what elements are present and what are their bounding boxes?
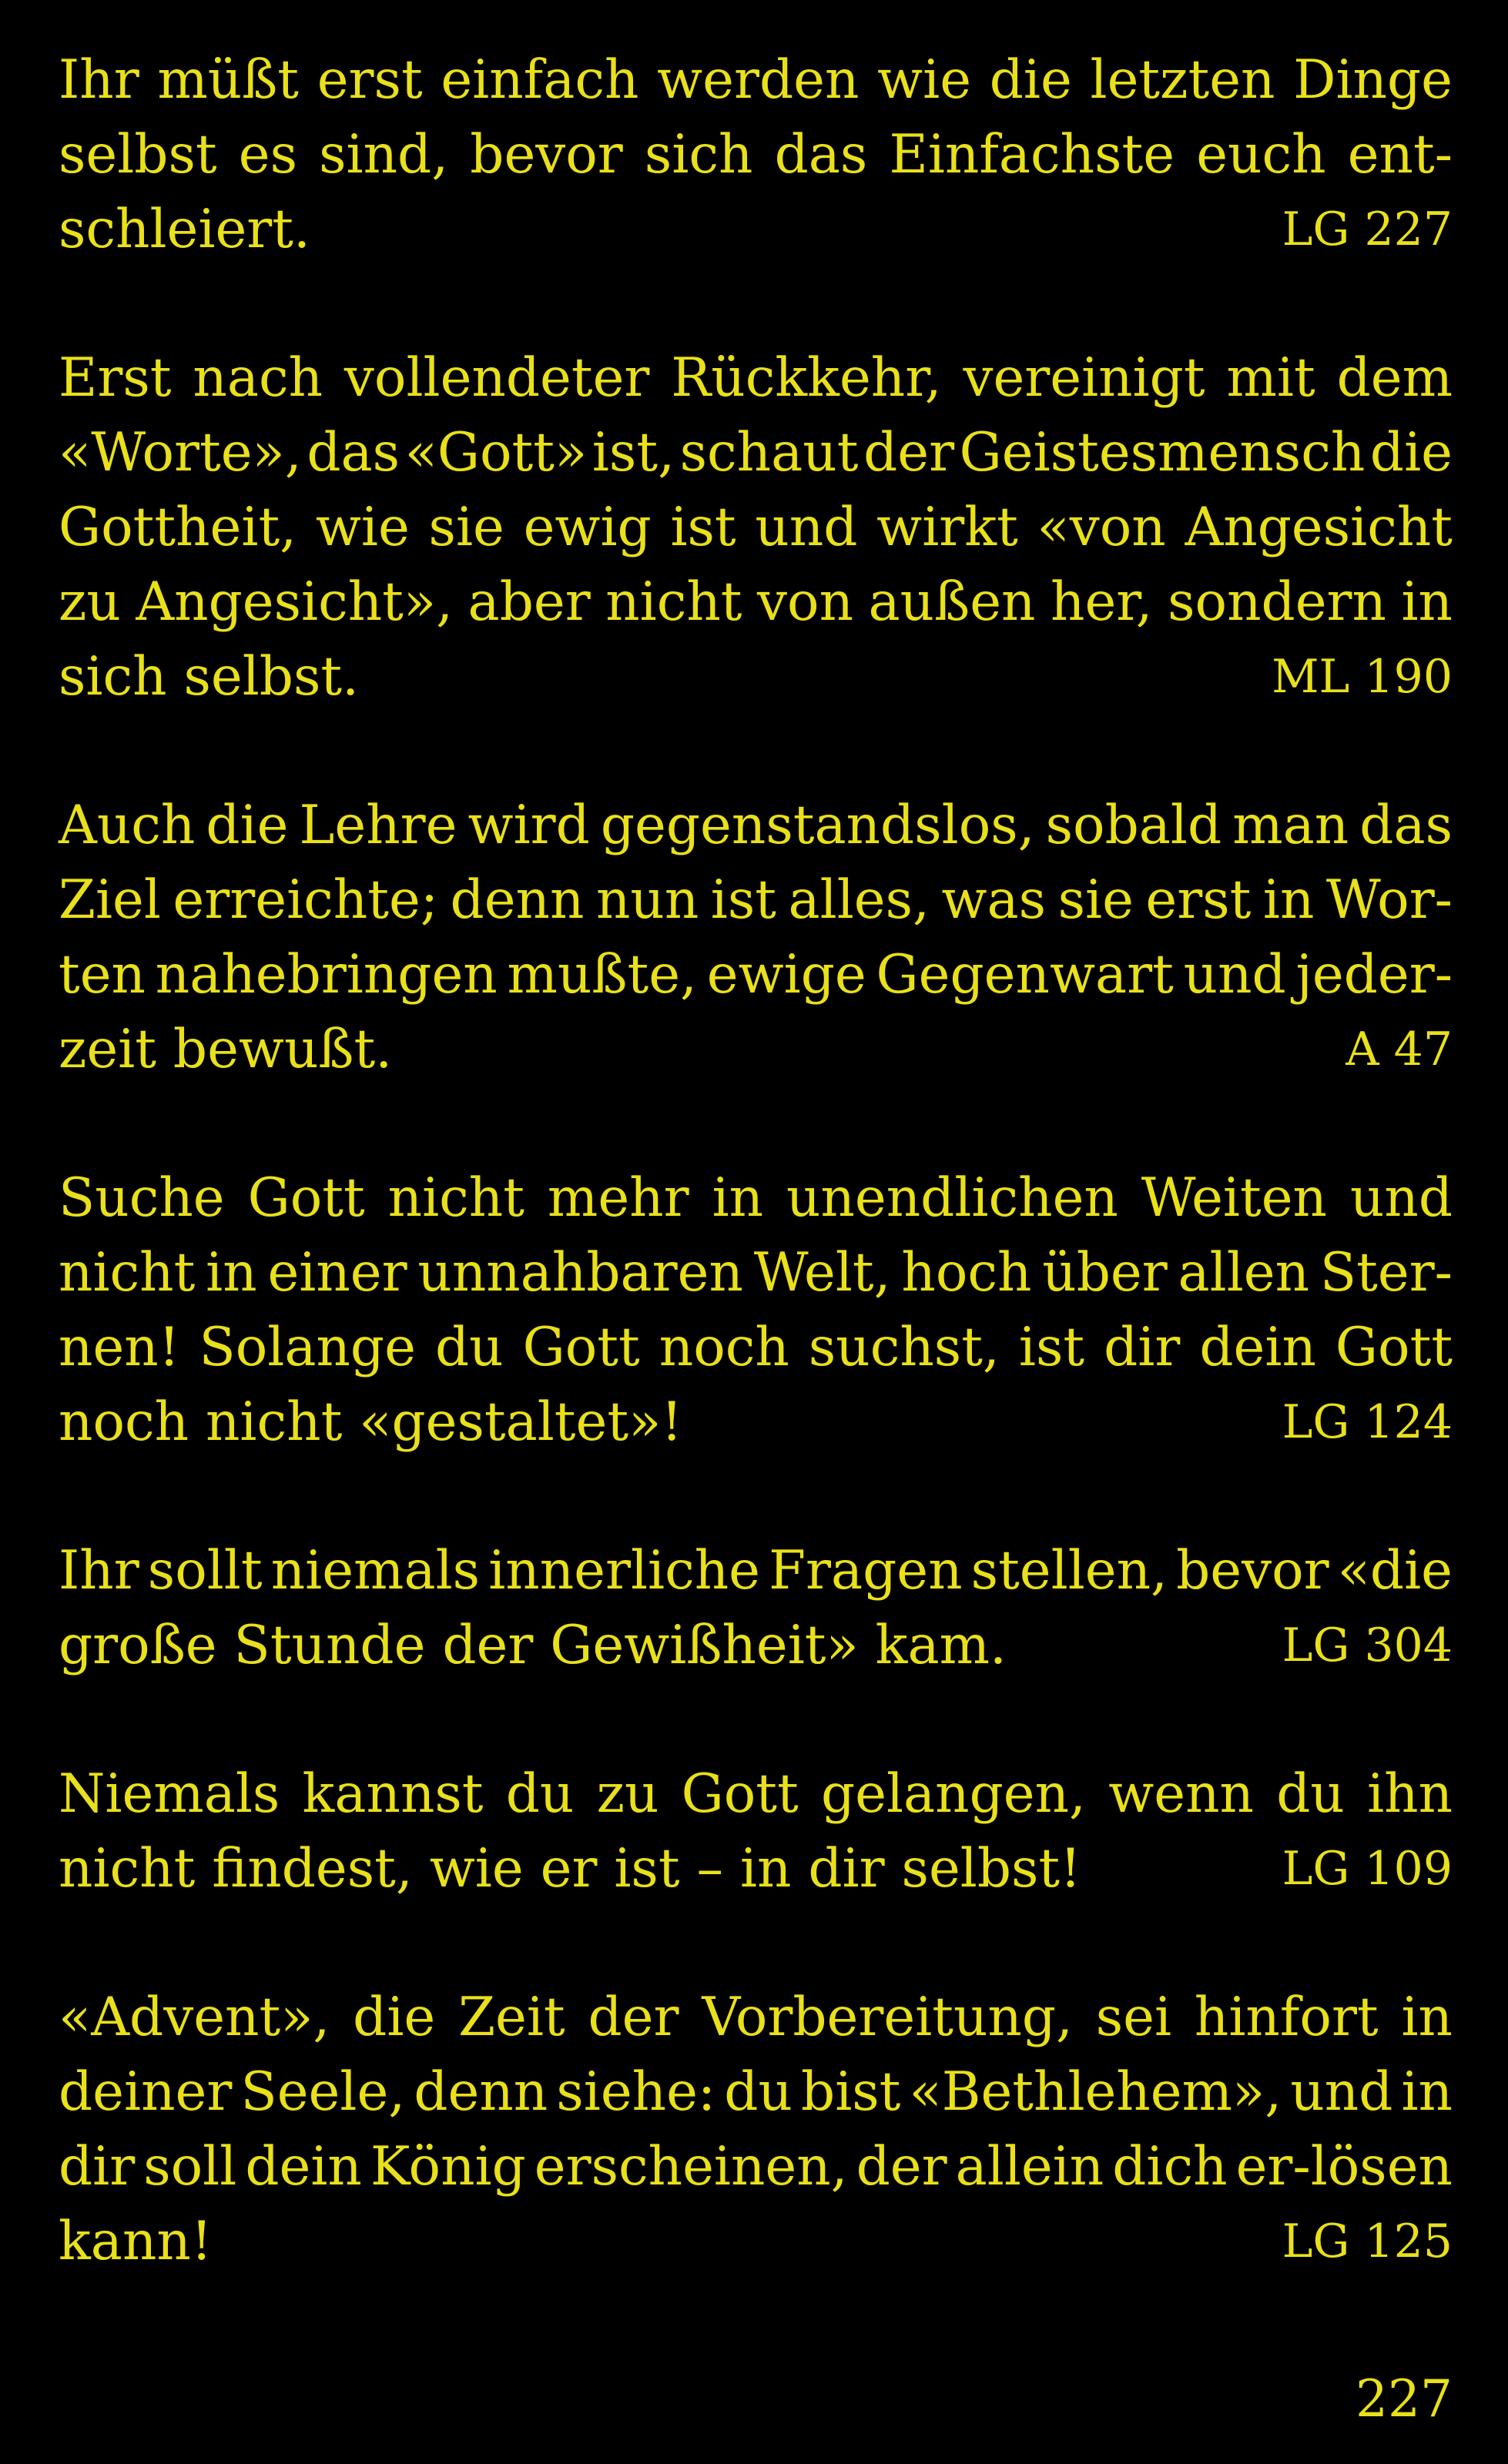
quote-line: Erst nach vollendeter Rückkehr, vereinigt mit dem bbox=[59, 347, 1453, 409]
quote-line: deiner Seele, denn siehe: du bist «Bethlehem», und in bbox=[59, 2061, 1453, 2123]
quote-line: Ihr sollt niemals innerliche Fragen stellen, bevor «die bbox=[59, 1540, 1453, 1602]
quote-7 bbox=[59, 1980, 1453, 2279]
quote-last-line bbox=[59, 2205, 1453, 2279]
quote-last-line bbox=[59, 192, 1453, 267]
quote-reference: LG 125 bbox=[1282, 2215, 1453, 2268]
quote-line: nicht findest, wie er ist – in dir selbst! bbox=[59, 1838, 1081, 1900]
quote-line: noch nicht «gestaltet»! bbox=[59, 1391, 683, 1453]
quote-line: ten nahebringen mußte, ewige Gegenwart und jeder- bbox=[59, 944, 1453, 1006]
quote-line: «Worte», das «Gott» ist, schaut der Geistesmensch die bbox=[59, 422, 1453, 484]
quote-line: Gottheit, wie sie ewig ist und wirkt «von Angesicht bbox=[59, 497, 1453, 558]
quote-line: große Stunde der Gewißheit» kam. bbox=[59, 1615, 1007, 1676]
quote-reference: LG 109 bbox=[1282, 1842, 1453, 1896]
quote-last-line bbox=[59, 1013, 1453, 1087]
quote-line: kann! bbox=[59, 2211, 213, 2272]
quote-line: zu Angesicht», aber nicht von außen her, sondern in bbox=[59, 571, 1453, 633]
quote-line: Suche Gott nicht mehr in unendlichen Weiten und bbox=[59, 1167, 1453, 1229]
quote-1 bbox=[59, 43, 1453, 267]
quote-line: Ziel erreichte; denn nun ist alles, was sie erst in Wor- bbox=[59, 869, 1453, 931]
quote-line: Auch die Lehre wird gegenstandslos, sobald man das bbox=[59, 795, 1453, 856]
quote-line: Ihr müßt erst einfach werden wie die letzten Dinge bbox=[59, 49, 1453, 111]
quote-last-line bbox=[59, 640, 1453, 715]
quote-reference: LG 227 bbox=[1282, 203, 1453, 256]
quote-line: nen! Solange du Gott noch suchst, ist dir dein Gott bbox=[59, 1317, 1453, 1378]
quote-5 bbox=[59, 1534, 1453, 1683]
quote-reference: ML 190 bbox=[1272, 650, 1453, 704]
quote-line: Niemals kannst du zu Gott gelangen, wenn du ihn bbox=[59, 1763, 1453, 1825]
quote-2 bbox=[59, 341, 1453, 715]
quote-reference: LG 124 bbox=[1282, 1395, 1453, 1449]
quote-last-line bbox=[59, 1385, 1453, 1460]
quote-column bbox=[59, 43, 1453, 2279]
quote-reference: LG 304 bbox=[1282, 1619, 1453, 1672]
quote-line: selbst es sind, bevor sich das Einfachste euch ent- bbox=[59, 124, 1453, 186]
quote-4 bbox=[59, 1161, 1453, 1460]
quote-line: zeit bewußt. bbox=[59, 1019, 393, 1080]
quote-line: «Advent», die Zeit der Vorbereitung, sei hinfort in bbox=[59, 1987, 1453, 2048]
quote-6 bbox=[59, 1757, 1453, 1907]
quote-line: sich selbst. bbox=[59, 646, 360, 708]
quote-reference: A 47 bbox=[1345, 1023, 1453, 1076]
page-number: 227 bbox=[1356, 2369, 1453, 2429]
quote-last-line bbox=[59, 1609, 1453, 1683]
quote-line: nicht in einer unnahbaren Welt, hoch über allen Ster- bbox=[59, 1242, 1453, 1304]
quote-line: schleiert. bbox=[59, 199, 310, 260]
quote-line: dir soll dein König erscheinen, der allein dich er-lösen bbox=[59, 2136, 1453, 2198]
quote-last-line bbox=[59, 1832, 1453, 1907]
quote-3 bbox=[59, 788, 1453, 1087]
